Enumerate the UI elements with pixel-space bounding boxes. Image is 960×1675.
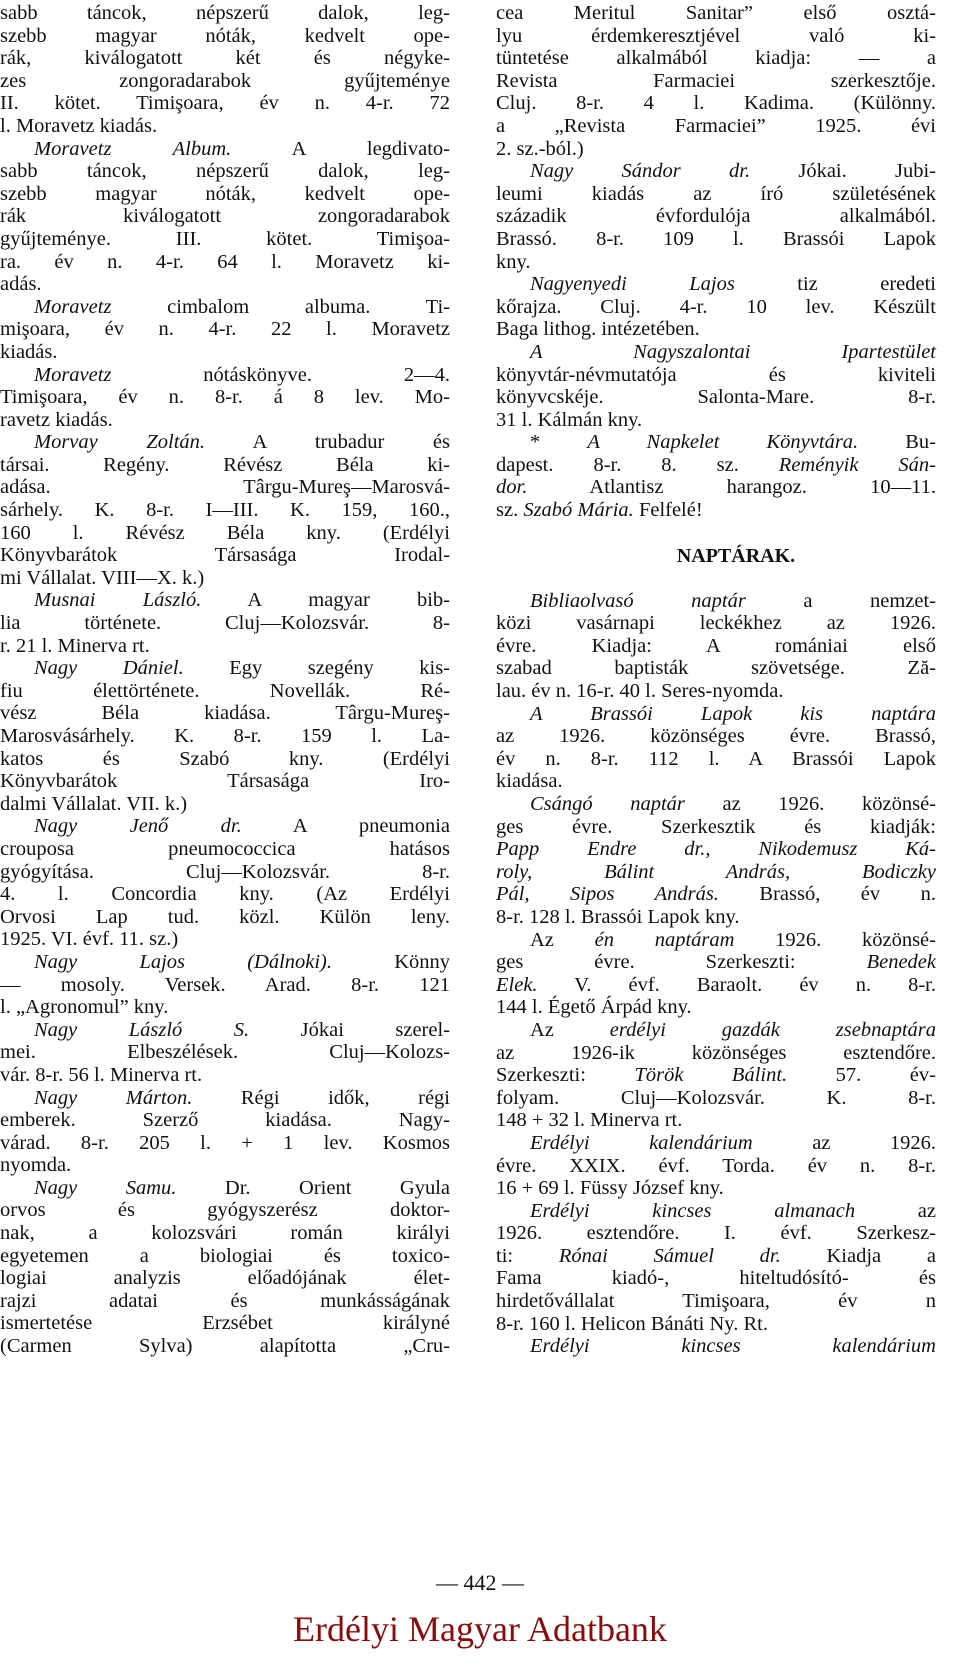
line-text: l. „Agronomul” kny. [0, 996, 169, 1019]
text-line [496, 47, 936, 70]
text-line [496, 364, 936, 387]
line-text: kőrajza. Cluj. 4-r. 10 lev. Készült [496, 295, 936, 318]
text-line [0, 589, 450, 612]
text-line [0, 70, 450, 93]
text-line [0, 183, 450, 206]
text-line [0, 1019, 450, 1042]
line-text: nak, a kolozsvári román királyi [0, 1222, 450, 1245]
line-text: 1926. esztendőre. I. évf. Szerkesz- [496, 1222, 936, 1245]
line-text: kiadása. [496, 770, 563, 793]
line-text: gyűjteménye. III. kötet. Timişoa- [0, 227, 450, 250]
text-line [0, 906, 450, 929]
text-line [0, 748, 450, 771]
text-line [496, 1087, 936, 1110]
text-line [496, 25, 936, 48]
text-line [0, 160, 450, 183]
line-text: kiadás. [0, 340, 58, 363]
text-line [496, 838, 936, 861]
text-line [0, 47, 450, 70]
line-text: 148 + 32 l. Minerva rt. [496, 1109, 683, 1132]
right-column [496, 2, 936, 1358]
line-prefix: Az [530, 928, 595, 951]
italic-name: Nagy Dániel. [34, 657, 184, 680]
italic-name: Nagy Márton. [34, 1086, 193, 1109]
text-line [496, 1200, 936, 1223]
line-text: cimbalom albuma. Ti- [111, 295, 450, 318]
text-line [496, 1245, 936, 1268]
italic-name: Török Bálint. [634, 1064, 788, 1087]
text-line [0, 974, 450, 997]
text-line [0, 386, 450, 409]
text-line [496, 1019, 936, 1042]
text-line [496, 92, 936, 115]
footer-brand: Erdélyi Magyar Adatbank [293, 1609, 667, 1649]
italic-name: Papp Endre dr., Nikodemusz Ká- [496, 838, 936, 861]
text-line [0, 1177, 450, 1200]
text-line [0, 476, 450, 499]
line-text: nyomda. [0, 1154, 72, 1177]
line-text: A legdivato- [231, 137, 450, 160]
italic-name: Moravetz [34, 363, 112, 386]
text-line [0, 1041, 450, 1064]
italic-name: Nagy Samu. [34, 1176, 177, 1199]
line-text: Könyvbarátok Társasága Iro- [0, 770, 450, 793]
text-line [496, 657, 936, 680]
text-line [496, 951, 936, 974]
text-line [0, 815, 450, 838]
text-line [496, 409, 936, 432]
line-text: vár. 8-r. 56 l. Minerva rt. [0, 1063, 203, 1086]
italic-name: Erdélyi kalendárium [530, 1131, 753, 1154]
line-prefix: Az [530, 1018, 610, 1041]
line-text: mei. Elbeszélések. Cluj—Kolozs- [0, 1041, 450, 1064]
line-text: Dr. Orient Gyula [176, 1176, 450, 1199]
text-line [496, 1267, 936, 1290]
italic-name: Nagy Sándor dr. [530, 160, 751, 183]
text-line [0, 92, 450, 115]
text-line [496, 1042, 936, 1065]
line-text: A trubadur és [205, 431, 450, 454]
line-text: dapest. 8-r. 8. sz. [496, 453, 779, 476]
text-line [0, 138, 450, 161]
text-line [496, 770, 936, 793]
italic-name: én naptáram [594, 928, 735, 951]
italic-name: Musnai László. [34, 589, 202, 612]
text-line [0, 251, 450, 274]
line-prefix: * [530, 431, 588, 454]
text-line [0, 431, 450, 454]
line-text: ra. év n. 4-r. 64 l. Moravetz ki- [0, 250, 450, 273]
line-text: dalmi Vállalat. VII. k.) [0, 792, 188, 815]
text-line [496, 273, 936, 296]
line-text: Jókai. Jubi- [750, 160, 936, 183]
text-line [0, 793, 450, 816]
text-line [0, 409, 450, 432]
text-line [496, 1109, 936, 1132]
text-line [496, 612, 936, 635]
text-line [0, 567, 450, 590]
text-line [0, 544, 450, 567]
line-text: lia története. Cluj—Kolozsvár. 8- [0, 612, 450, 635]
text-line [496, 296, 936, 319]
line-text: tüntetése alkalmából kiadja: — a [496, 47, 936, 70]
line-text: mi Vállalat. VIII—X. k.) [0, 566, 205, 589]
text-line [496, 590, 936, 613]
line-text: r. 21 l. Minerva rt. [0, 634, 150, 657]
text-line [496, 793, 936, 816]
text-line [496, 929, 936, 952]
line-text: 16 + 69 l. Füssy József kny. [496, 1177, 724, 1200]
line-text: zes zongoradarabok gyűjteménye [0, 69, 450, 92]
text-line [0, 1064, 450, 1087]
text-line [0, 522, 450, 545]
line-text: leumi kiadás az író születésének [496, 182, 936, 205]
text-line [496, 318, 936, 341]
text-line [0, 296, 450, 319]
italic-name: Nagy Lajos (Dálnoki). [34, 950, 333, 973]
line-text: rák kiválogatott zongoradarabok [0, 205, 450, 228]
text-line [0, 612, 450, 635]
line-text: gyógyítása. Cluj—Kolozsvár. 8-r. [0, 860, 450, 883]
line-text: orvos és gyógyszerész doktor- [0, 1199, 450, 1222]
italic-name: Csángó naptár [530, 793, 685, 815]
text-line [0, 25, 450, 48]
line-text: 31 l. Kálmán kny. [496, 408, 643, 431]
line-text: várad. 8-r. 205 l. + 1 lev. Kosmos [0, 1131, 450, 1154]
line-text: 2. sz.-ból.) [496, 137, 584, 160]
text-line [0, 499, 450, 522]
line-text: lyu érdemkeresztjével való ki- [496, 24, 936, 47]
text-line [0, 883, 450, 906]
italic-name: A Nagyszalontai Ipartestület [530, 340, 936, 363]
section-heading: NAPTÁRAK. [676, 544, 796, 567]
line-text: Szerkeszti: [496, 1064, 635, 1087]
text-line [0, 1154, 450, 1177]
text-line [0, 364, 450, 387]
italic-name: dor. [496, 476, 528, 499]
line-text: szebb magyar nóták, kedvelt ope- [0, 24, 450, 47]
text-line [496, 138, 936, 161]
text-line [0, 725, 450, 748]
page-number: — 442 — [436, 1570, 524, 1595]
text-line [496, 1064, 936, 1087]
line-text: közi vasárnapi leckékhez az 1926. [496, 612, 936, 635]
line-text: az 1926-ik közönséges esztendőre. [496, 1041, 936, 1064]
text-line [496, 183, 936, 206]
line-text: crouposa pneumococcica hatásos [0, 837, 450, 860]
text-line [496, 431, 936, 454]
line-text: az 1926. közönséges évre. Brassó, [496, 725, 936, 748]
line-text: Atlantisz harangoz. 10—11. [527, 476, 936, 499]
line-text: könyvtár-névmutatója és kiviteli [496, 363, 936, 386]
text-line [496, 1155, 936, 1178]
line-text: szebb magyar nóták, kedvelt ope- [0, 182, 450, 205]
line-text: V. évf. Baraolt. év n. 8-r. [537, 973, 936, 996]
line-text: Marosvásárhely. K. 8-r. 159 l. La- [0, 725, 450, 747]
line-text: év n. 8-r. 112 l. A Brassói Lapok [496, 747, 936, 770]
text-line [496, 748, 936, 771]
text-line [496, 1132, 936, 1155]
text-line [496, 974, 936, 997]
line-text: adás. [0, 273, 42, 296]
line-text: könyvcskéje. Salonta-Mare. 8-r. [496, 386, 936, 409]
italic-name: Erdélyi kincses almanach [530, 1199, 856, 1222]
line-text: adása. Târgu-Mureş—Marosvá- [0, 476, 450, 499]
line-text: Könyvbarátok Társasága Irodal- [0, 544, 450, 567]
line-text: sz. [496, 499, 524, 522]
italic-name: Moravetz [34, 295, 112, 318]
text-line [496, 861, 936, 884]
text-line [0, 2, 450, 25]
line-text: a nemzet- [745, 589, 936, 612]
line-text: Könny [332, 950, 450, 973]
text-line [496, 1335, 936, 1358]
line-text: sabb táncok, népszerű dalok, leg- [0, 160, 450, 183]
line-text: 160 l. Révész Béla kny. (Erdélyi [0, 521, 450, 544]
line-text: 57. év- [787, 1064, 936, 1087]
line-text: Jókai szerel- [249, 1018, 450, 1041]
italic-name: erdélyi gazdák zsebnaptára [609, 1018, 936, 1041]
line-text: 144 l. Égető Árpád kny. [496, 996, 692, 1019]
italic-name: Pál, Sipos András. [496, 883, 719, 906]
text-line [0, 1290, 450, 1313]
italic-name: Szabó Mária. [523, 499, 634, 522]
text-line [496, 816, 936, 839]
text-line [0, 1109, 450, 1132]
line-text: Felfelé! [633, 499, 703, 522]
text-line [0, 1222, 450, 1245]
text-line [496, 2, 936, 25]
italic-name: Reményik Sán- [778, 453, 936, 476]
text-line [0, 273, 450, 296]
text-line [0, 838, 450, 861]
text-line [496, 703, 936, 726]
text-line [0, 951, 450, 974]
line-text: ti: [496, 1244, 559, 1267]
text-line [496, 115, 936, 138]
line-text: szabad baptisták szövetsége. Ză- [496, 657, 936, 680]
text-line [0, 341, 450, 364]
line-text: folyam. Cluj—Kolozsvár. K. 8-r. [496, 1086, 936, 1109]
spacer [496, 522, 936, 536]
line-text: társai. Regény. Révész Béla ki- [0, 453, 450, 476]
line-text: Cluj. 8-r. 4 l. Kadima. (Különny. [496, 92, 936, 115]
text-line [0, 996, 450, 1019]
text-line [0, 228, 450, 251]
text-line [496, 70, 936, 93]
line-text: évre. Kiadja: A romániai első [496, 634, 936, 657]
line-text: Revista Farmaciei szerkesztője. [496, 69, 936, 92]
line-text: fiu élettörténete. Novellák. Ré- [0, 679, 450, 702]
line-text: 1925. VI. évf. 11. sz.) [0, 928, 179, 951]
line-text: emberek. Szerző kiadása. Nagy- [0, 1109, 450, 1132]
text-line [496, 883, 936, 906]
line-text: az [855, 1199, 936, 1222]
line-text: az 1926. [752, 1131, 937, 1154]
italic-name: roly, Bálint András, Bodiczky [496, 860, 936, 883]
text-line [496, 205, 936, 228]
line-text: A pneumonia [241, 815, 450, 838]
line-text: 4. l. Concordia kny. (Az Erdélyi [0, 883, 450, 906]
text-line [0, 1199, 450, 1222]
italic-name: Moravetz Album. [34, 137, 232, 160]
italic-name: A Napkelet Könyvtára. [587, 431, 859, 454]
line-text: ges évre. Szerkesztik és kiadják: [496, 815, 936, 838]
line-text: A magyar bib- [201, 589, 450, 612]
text-line [0, 1132, 450, 1155]
italic-name: A Brassói Lapok kis naptára [530, 702, 936, 725]
text-line [496, 476, 936, 499]
line-text: Egy szegény kis- [183, 657, 450, 680]
text-line [496, 499, 936, 522]
italic-name: Bibliaolvasó naptár [530, 589, 746, 612]
line-text: Orvosi Lap tud. közl. Külön leny. [0, 905, 450, 928]
line-text: rajzi adatai és munkásságának [0, 1289, 450, 1312]
line-text: Fama kiadó-, hiteltudósító- és [496, 1267, 936, 1290]
line-text: sabb táncok, népszerű dalok, leg- [0, 2, 450, 24]
text-line [0, 115, 450, 138]
line-text: logiai analyzis előadójának élet- [0, 1267, 450, 1290]
line-text: Baga lithog. intézetében. [496, 318, 700, 341]
italic-name: Benedek [866, 951, 936, 974]
text-line [496, 1313, 936, 1336]
line-text: katos és Szabó kny. (Erdélyi [0, 747, 450, 770]
line-text: (Carmen Sylva) alapította „Cru- [0, 1335, 450, 1358]
text-line [0, 928, 450, 951]
text-line [496, 341, 936, 364]
line-text: ges évre. Szerkeszti: [496, 951, 867, 974]
text-line [496, 160, 936, 183]
text-line [0, 635, 450, 658]
italic-name: Rónai Sámuel dr. [558, 1244, 781, 1267]
line-text: II. kötet. Timişoara, év n. 4-r. 72 [0, 92, 450, 115]
line-text: Brassó. 8-r. 109 l. Brassói Lapok [496, 227, 936, 250]
text-line [0, 702, 450, 725]
line-text: sárhely. K. 8-r. I—III. K. 159, 160., [0, 499, 450, 522]
text-line [0, 1312, 450, 1335]
italic-name: Nagyenyedi Lajos [530, 273, 735, 296]
text-line [0, 770, 450, 793]
left-column [0, 2, 450, 1358]
line-text: az 1926. közönsé- [684, 793, 937, 815]
line-text: rák, kiválogatott két és négyke- [0, 47, 450, 70]
text-line [496, 1222, 936, 1245]
text-line [0, 318, 450, 341]
spacer [496, 576, 936, 590]
text-line [0, 454, 450, 477]
text-line [496, 996, 936, 1019]
line-text: egyetemen a biologiai és toxico- [0, 1244, 450, 1267]
text-line [496, 1177, 936, 1200]
text-line [496, 228, 936, 251]
text-line [0, 680, 450, 703]
line-text: Régi idők, régi [192, 1086, 450, 1109]
line-text: Bu- [858, 431, 936, 454]
text-line [496, 680, 936, 703]
text-line [0, 1087, 450, 1110]
text-line [0, 657, 450, 680]
line-text: évre. XXIX. évf. Torda. év n. 8-r. [496, 1154, 936, 1177]
text-line [496, 251, 936, 274]
line-text: 8-r. 160 l. Helicon Bánáti Ny. Rt. [496, 1312, 768, 1335]
line-text: 1926. közönsé- [734, 928, 936, 951]
text-line [496, 454, 936, 477]
line-text: tiz eredeti [734, 273, 936, 296]
text-line [496, 386, 936, 409]
line-text: — mosoly. Versek. Arad. 8-r. 121 [0, 973, 450, 996]
line-text: l. Moravetz kiadás. [0, 114, 158, 137]
line-text: vész Béla kiadása. Târgu-Mureş- [0, 702, 450, 725]
text-line [0, 205, 450, 228]
line-text: ravetz kiadás. [0, 408, 113, 431]
text-line [0, 861, 450, 884]
text-line [496, 725, 936, 748]
line-text: a „Revista Farmaciei” 1925. évi [496, 114, 936, 137]
line-text: hirdetővállalat Timişoara, év n [496, 1290, 936, 1313]
line-text: nótáskönyve. 2—4. [111, 363, 450, 386]
line-text: ismertetése Erzsébet királyné [0, 1312, 450, 1335]
line-text: 8-r. 128 l. Brassói Lapok kny. [496, 905, 740, 928]
line-text: mişoara, év n. 4-r. 22 l. Moravetz [0, 318, 450, 341]
text-line [0, 1245, 450, 1268]
line-text: Timişoara, év n. 8-r. á 8 lev. Mo- [0, 386, 450, 409]
text-line [0, 1267, 450, 1290]
line-text: századik évfordulója alkalmából. [496, 205, 936, 228]
italic-name: Morvay Zoltán. [34, 431, 206, 454]
italic-name: Erdélyi kincses kalendárium [530, 1335, 936, 1358]
italic-name: Elek. [496, 973, 538, 996]
text-line [496, 906, 936, 929]
line-text: Kiadja a [780, 1244, 936, 1267]
line-text: kny. [496, 250, 531, 273]
line-text: Brassó, év n. [718, 883, 936, 906]
text-line [496, 635, 936, 658]
line-text: cea Meritul Sanitar” első osztá- [496, 2, 936, 24]
line-text: lau. év n. 16-r. 40 l. Seres-nyomda. [496, 680, 784, 703]
italic-name: Nagy Jenő dr. [34, 815, 242, 838]
text-line [0, 1335, 450, 1358]
italic-name: Nagy László S. [34, 1018, 250, 1041]
text-line [496, 1290, 936, 1313]
